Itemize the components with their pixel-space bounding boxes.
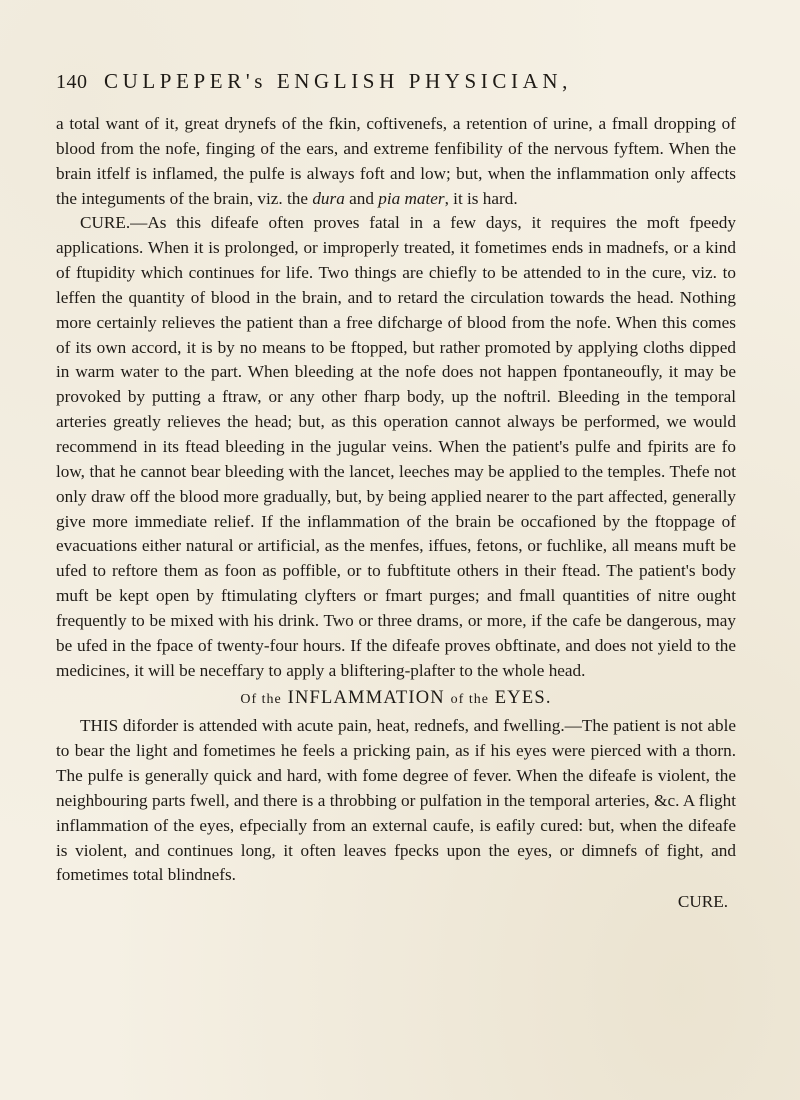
section-heading: [56, 684, 736, 714]
body-text: [56, 112, 736, 915]
word-and: and: [349, 188, 374, 208]
running-title: CULPEPER's ENGLISH PHYSICIAN,: [104, 69, 572, 93]
term-dura: dura: [312, 188, 345, 208]
paragraph-eyes: THIS diforder is attended with acute pain, heat, rednefs, and fwelling.—The patient is not able to bear the light and fometimes he feels a pricking pain, as if his eyes were pierced with a thorn. The pulfe is generally quick and hard, with fome degree of fever. When the difeafe is violent, the neighbouring parts fwell, and there is a throbbing or pulfation in the temporal arteries, &c. A flight inflammation of the eyes, efpecially from an external caufe, is eafily cured: but, when the difeafe is violent, and continues long, it often leaves fpecks upon the eyes, or dimnefs of fight, and fometimes total blindnefs.: [56, 716, 736, 885]
paragraph-symptoms-end: , it is hard.: [444, 188, 518, 208]
heading-end: EYES.: [494, 688, 552, 709]
heading-of-the: of the: [450, 692, 489, 708]
heading-main: INFLAMMATION: [287, 688, 445, 709]
page-number: 140: [56, 71, 88, 93]
catchword: CURE.: [677, 892, 728, 912]
paragraph-cure: CURE.—As this difeafe often proves fatal in a few days, it requires the moft fpeedy applications. When it is prolonged, or improperly treated, it fometimes ends in madnefs, or a kind of ftupidity which continues for life. Two things are chiefly to be attended to in the cure, viz. to leffen the quantity of blood in the brain, and to retard the circulation towards the head. Nothing more certainly relieves the patient than a free difcharge of blood from the nofe. When this comes of its own accord, it is by no means to be ftopped, but rather promoted by applying cloths dipped in warm water to the part. When bleeding at the nofe does not happen fpontaneoufly, it may be provoked by putting a ftraw, or any other fharp body, up the noftril. Bleeding in the temporal arteries greatly relieves the head; but, as this operation cannot always be performed, we would recommend in its ftead bleeding in the jugular veins. When the patient's pulfe and fpirits are fo low, that he cannot bear bleeding with the lancet, leeches may be applied to the temples. Thefe not only draw off the blood more gradually, but, by being applied nearer to the part affected, generally give more immediate relief. If the inflammation of the brain be occafioned by the ftoppage of evacuations either natural or artificial, as the menfes, iffues, fetons, or fuchlike, all means muft be ufed to reftore them as foon as poffible, or to fubftitute others in their ftead. The patient's body muft be kept open by ftimulating clyfters or fmart purges; and fmall quantities of nitre ought frequently to be mixed with his drink. Two or three drams, or more, if the cafe be dangerous, may be ufed in the fpace of twenty-four hours. If the difeafe proves obftinate, and does not yield to the medicines, it will be neceffary to apply a bliftering-plafter to the whole head.: [56, 213, 736, 680]
term-pia-mater: pia mater: [378, 188, 445, 208]
paragraph-symptoms: [56, 112, 736, 211]
paragraph-symptoms-text: a total want of it, great drynefs of the fkin, coftivenefs, a retention of urine, a fmall dropping of blood from the nofe, finging of the ears, and extreme fenfibility of the nervous fyftem. When the brain itfelf is inflamed, the pulfe is always foft and low; but, when the inflammation only affects the integuments of the brain, viz. the: [56, 114, 736, 208]
heading-of: Of the: [240, 692, 282, 708]
